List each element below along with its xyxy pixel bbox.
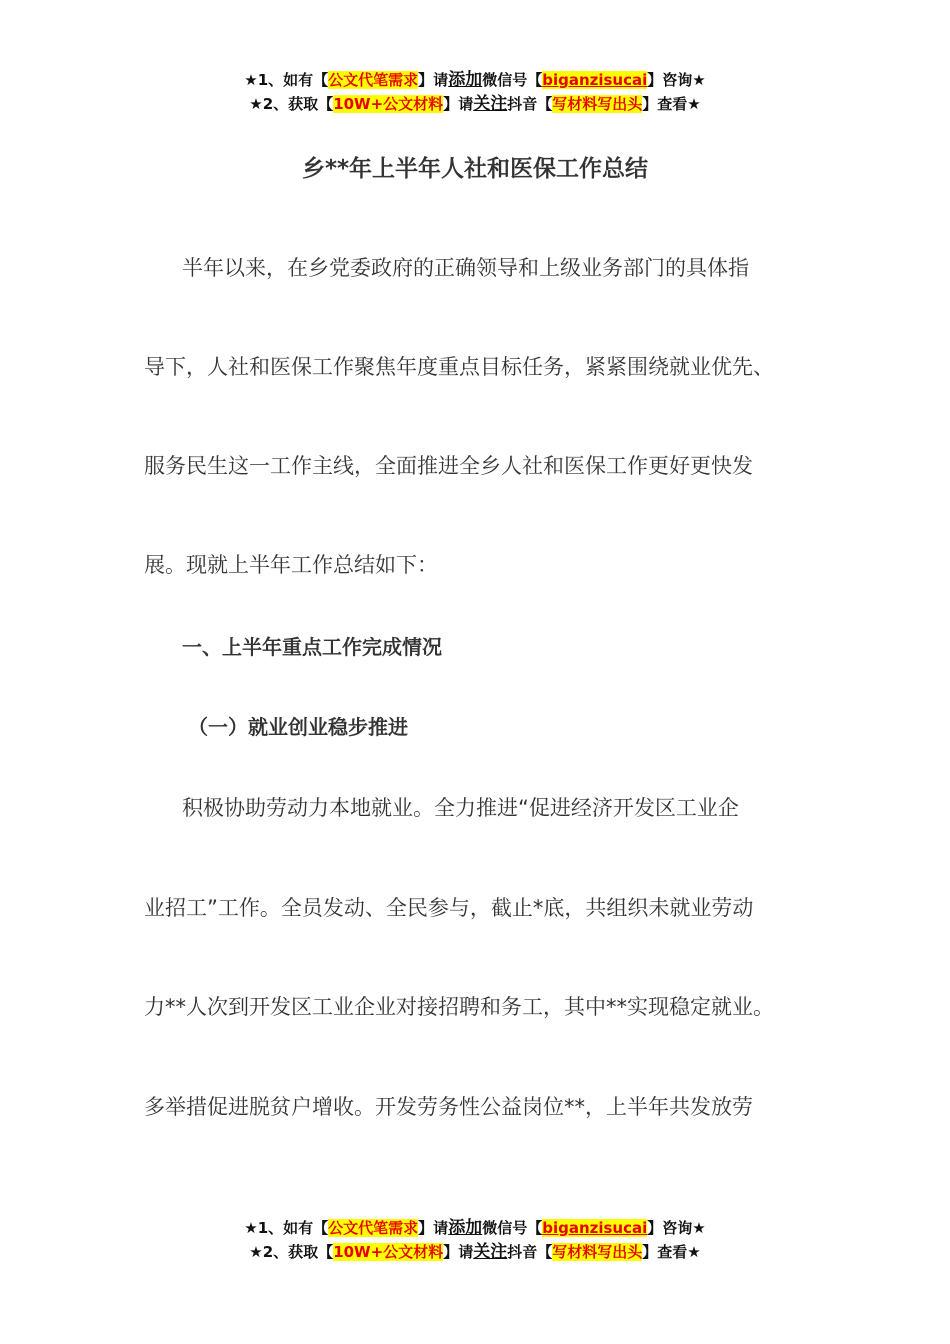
paragraph-line: 半年以来，在乡党委政府的正确领导和上级业务部门的具体指 [182, 256, 749, 280]
wechat-id: biganzisucai [542, 1219, 648, 1237]
document-title: 乡**年上半年人社和医保工作总结 [301, 156, 649, 182]
section-heading: 一、上半年重点工作完成情况 [182, 635, 442, 659]
wechat-id: biganzisucai [542, 71, 648, 89]
douyin-id: 写材料写出头 [552, 95, 643, 113]
paragraph-line: 展。现就上半年工作总结如下： [144, 553, 438, 577]
promo-line-1: ★1、如有【公文代笔需求】请添加微信号【biganzisucai】咨询★ [244, 1218, 706, 1238]
paragraph-line: 力**人次到开发区工业企业对接招聘和务工，其中**实现稳定就业。 [144, 995, 774, 1019]
paragraph-line: 业招工”工作。全员发动、全民参与，截止*底，共组织未就业劳动 [144, 896, 754, 920]
paragraph-line: 服务民生这一工作主线，全面推进全乡人社和医保工作更好更快发 [144, 454, 753, 478]
promo-line-2: ★2、获取【10W+公文材料】请关注抖音【写材料写出头】查看★ [249, 94, 701, 114]
subsection-heading: （一）就业创业稳步推进 [188, 715, 408, 739]
promo-line-2: ★2、获取【10W+公文材料】请关注抖音【写材料写出头】查看★ [249, 1242, 701, 1262]
promo-line-1: ★1、如有【公文代笔需求】请添加微信号【biganzisucai】咨询★ [244, 70, 706, 90]
paragraph-line: 积极协助劳动力本地就业。全力推进“促进经济开发区工业企 [182, 796, 739, 820]
promo-footer [0, 1216, 950, 1264]
douyin-id: 写材料写出头 [552, 1243, 643, 1261]
promo-highlight: 公文代笔需求 [328, 71, 419, 89]
paragraph-line: 多举措促进脱贫户增收。开发劳务性公益岗位**，上半年共发放劳 [144, 1095, 753, 1119]
promo-highlight: 10W+公文材料 [333, 95, 444, 113]
paragraph-line: 导下，人社和医保工作聚焦年度重点目标任务，紧紧围绕就业优先、 [144, 355, 774, 379]
promo-highlight: 10W+公文材料 [333, 1243, 444, 1261]
promo-header [0, 68, 950, 116]
promo-highlight: 公文代笔需求 [328, 1219, 419, 1237]
